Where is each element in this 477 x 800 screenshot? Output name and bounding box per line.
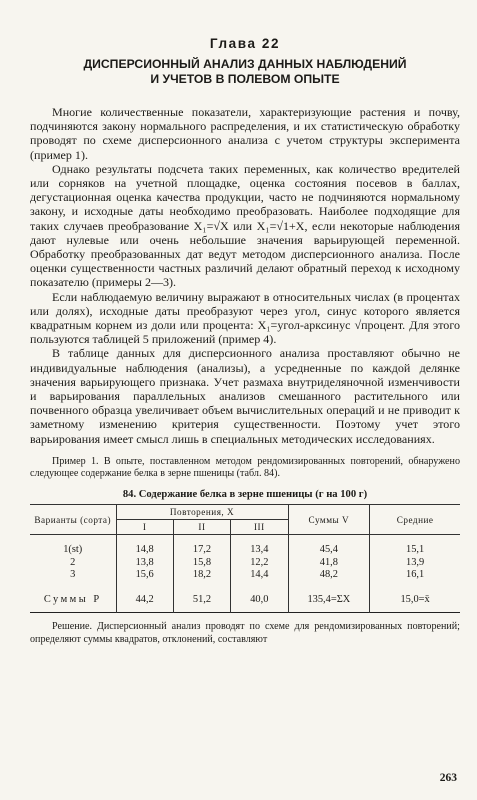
header-means: Средние: [370, 505, 460, 535]
paragraph-3: Если наблюдаемую величину выражают в относительных числах (в процентах или долях), исходные даты преобразуют через угол, синус которого является квадратным корнем из доли или процента: X₁=угол-арксинус √процент. Для этого пользуются таблицей 5 приложений (пример 4).: [30, 289, 460, 347]
header-rep-3: III: [231, 520, 288, 535]
chapter-title-line-1: ДИСПЕРСИОННЫЙ АНАЛИЗ ДАННЫХ НАБЛЮДЕНИЙ: [83, 57, 407, 71]
cell-rep-1: 14,8: [116, 535, 173, 557]
cell-rep-3: 12,2: [231, 557, 288, 570]
paragraph-4: В таблице данных для дисперсионного анализа проставляют обычно не индивидуальные наблюдения (анализы), а усредненные по каждой делянке значения варьирующего признака. Учет размаха внутриделяночной изменчивости и варьирования параллельных анализов смешанного растительного или почвенного образца увеличивает объем вычислительных операций и не приводит к заметному изменению критерия существенности. Поэтому учет этого варьирования имеет смысл лишь в специальных методических исследованиях.: [30, 346, 460, 446]
cell-sum-rep-1: 44,2: [116, 594, 173, 613]
header-rep-2: II: [173, 520, 230, 535]
cell-rep-3: 13,4: [231, 535, 288, 557]
cell-sum-mean: 15,0=x̄: [370, 594, 460, 613]
cell-variant: 1(st): [30, 535, 116, 557]
cell-rep-2: 15,8: [173, 557, 230, 570]
cell-rep-1: 13,8: [116, 557, 173, 570]
table-caption: 84. Содержание белка в зерне пшеницы (г на 100 г): [122, 489, 368, 501]
cell-variant: 3: [30, 569, 116, 582]
book-page: [30, 36, 460, 646]
page-number: 263: [439, 772, 457, 784]
cell-sum-total: 135,4=ΣX: [288, 594, 370, 613]
cell-rep-1: 15,6: [116, 569, 173, 582]
header-repetitions: Повторения, X: [116, 505, 288, 520]
table-sum-row: [30, 594, 460, 613]
table-row: [30, 557, 460, 570]
chapter-heading: Глава 22: [209, 36, 281, 51]
cell-sum-rep-3: 40,0: [231, 594, 288, 613]
chapter-title: [30, 57, 460, 87]
cell-sum: 48,2: [288, 569, 370, 582]
cell-variant: 2: [30, 557, 116, 570]
paragraph-1: Многие количественные показатели, характеризующие растения и почву, подчиняются закону нормального распределения, и их статистическую обработку проводят по схеме дисперсионного анализа с учетом структуры эксперимента (пример 1).: [30, 105, 460, 162]
table-spacer: [30, 582, 460, 594]
cell-sum-rep-2: 51,2: [173, 594, 230, 613]
example-1-text: Пример 1. В опыте, поставленном методом рендомизированных повторений, обнаружено следующее содержание белка в зерне пшеницы (табл. 84).: [30, 455, 460, 480]
cell-rep-2: 17,2: [173, 535, 230, 557]
cell-mean: 13,9: [370, 557, 460, 570]
table-row: [30, 569, 460, 582]
cell-mean: 15,1: [370, 535, 460, 557]
cell-mean: 16,1: [370, 569, 460, 582]
header-sums: Суммы V: [288, 505, 370, 535]
cell-rep-2: 18,2: [173, 569, 230, 582]
protein-table: [30, 504, 460, 613]
cell-sum-label: Суммы P: [30, 594, 116, 613]
paragraph-2: Однако результаты подсчета таких переменных, как количество вредителей или сорняков на учетной площадке, оценка состояния посевов в баллах, дегустационная оценка качества продукции, часто не подчиняются нормальному закону, и исходные даты необходимо преобразовать. Наиболее подходящие для таких случаев преобразование X₁=√X или X₁=√1+X, если некоторые наблюдения дают нулевые или очень небольшие значения варьирующей переменной. Обработку преобразованных дат ведут методом дисперсионного анализа. После оценки существенности частных различий делают обратный переход к исходному показателю (примеры 2—3).: [30, 161, 460, 290]
solution-text: Решение. Дисперсионный анализ проводят по схеме для рендомизированных повторений; определяют суммы квадратов, отклонений, составляют: [30, 621, 460, 645]
header-rep-1: I: [116, 520, 173, 535]
cell-sum: 45,4: [288, 535, 370, 557]
table-row: [30, 535, 460, 557]
cell-rep-3: 14,4: [231, 569, 288, 582]
chapter-title-line-2: И УЧЕТОВ В ПОЛЕВОМ ОПЫТЕ: [150, 72, 340, 86]
cell-sum: 41,8: [288, 557, 370, 570]
header-variants: Варианты (сорта): [30, 505, 116, 535]
